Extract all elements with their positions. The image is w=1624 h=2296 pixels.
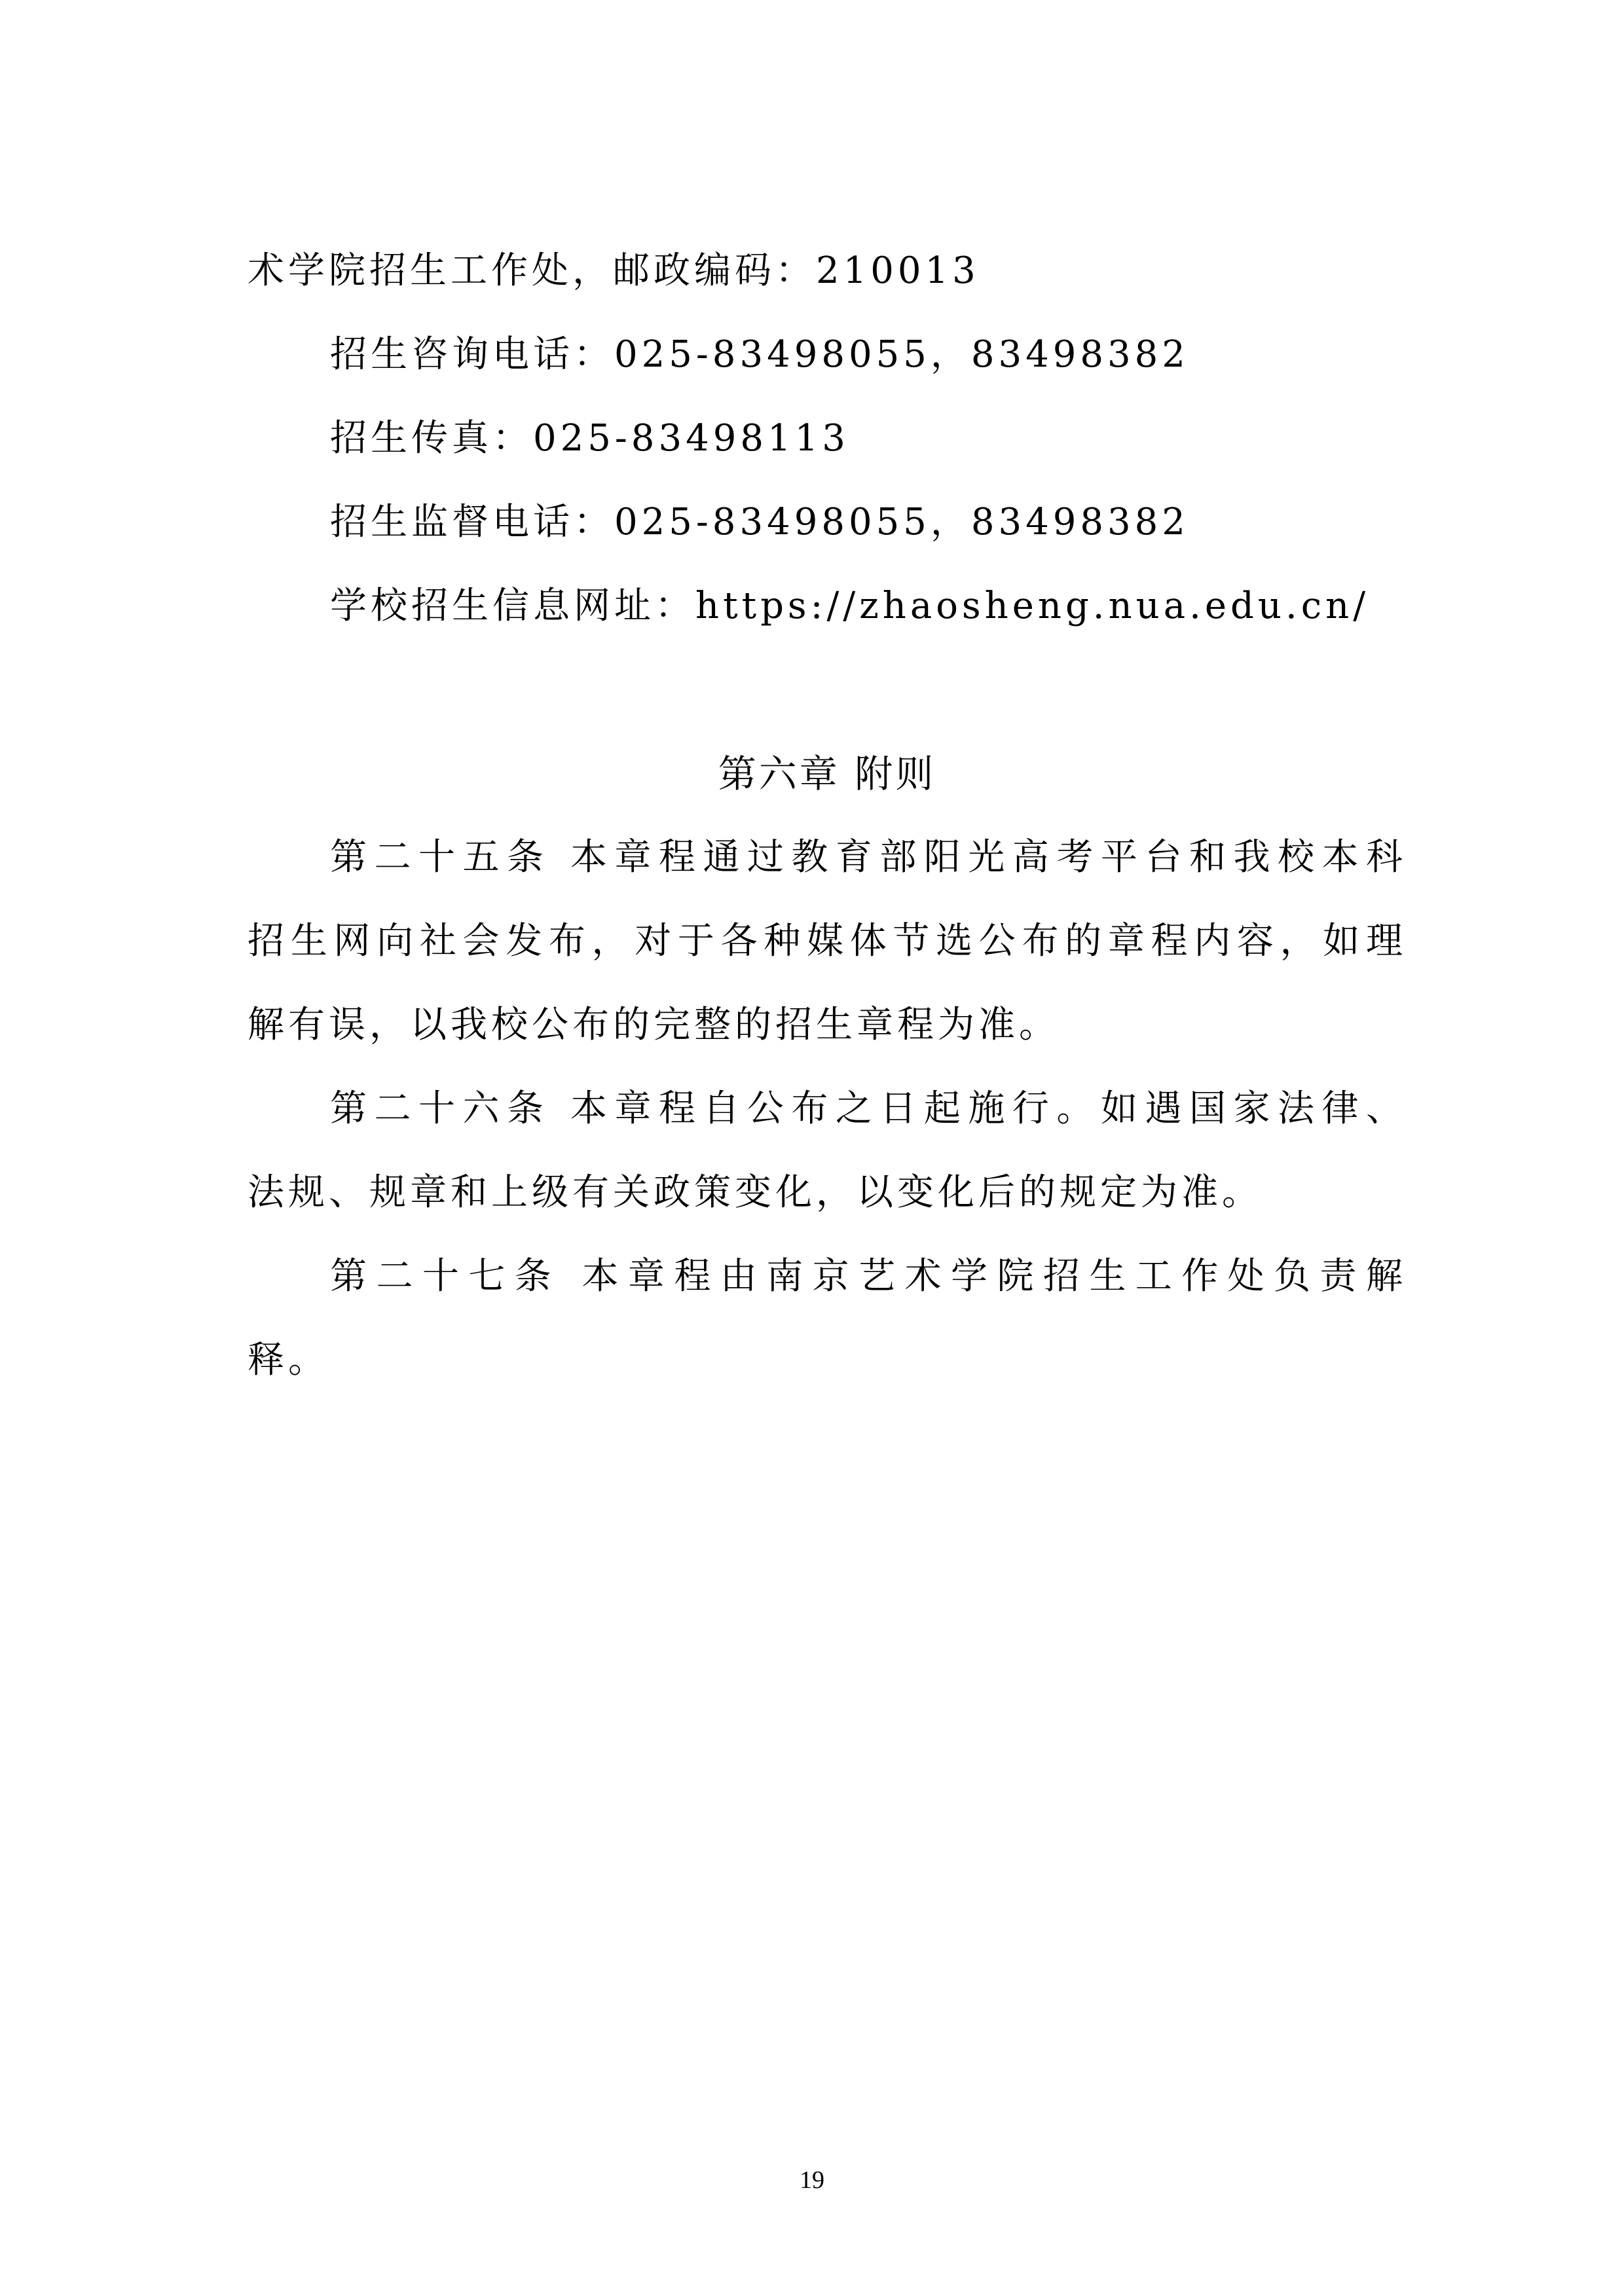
supervision-phone-line: 招生监督电话：025-83498055，83498382	[330, 501, 1189, 543]
article-27-line-2: 释。	[248, 1339, 329, 1381]
article-27-line-1: 第二十七条 本章程由南京艺术学院招生工作处负责解	[330, 1255, 1407, 1298]
chapter-heading: 第六章 附则	[718, 752, 936, 796]
admission-phone-line: 招生咨询电话：025-83498055，83498382	[330, 333, 1189, 376]
article-26-line-1: 第二十六条 本章程自公布之日起施行。如遇国家法律、	[330, 1087, 1407, 1130]
article-25-line-1: 第二十五条 本章程通过教育部阳光高考平台和我校本科	[330, 836, 1407, 879]
article-26-line-2: 法规、规章和上级有关政策变化，以变化后的规定为准。	[248, 1171, 1263, 1214]
address-line: 术学院招生工作处，邮政编码：210013	[248, 249, 980, 292]
website-line: 学校招生信息网址：https://zhaosheng.nua.edu.cn/	[330, 585, 1370, 627]
article-25-line-2: 招生网向社会发布，对于各种媒体节选公布的章程内容，如理	[248, 920, 1407, 962]
page-number: 19	[800, 2166, 824, 2194]
admission-fax-line: 招生传真：025-83498113	[330, 417, 849, 460]
article-25-line-3: 解有误，以我校公布的完整的招生章程为准。	[248, 1004, 1060, 1046]
